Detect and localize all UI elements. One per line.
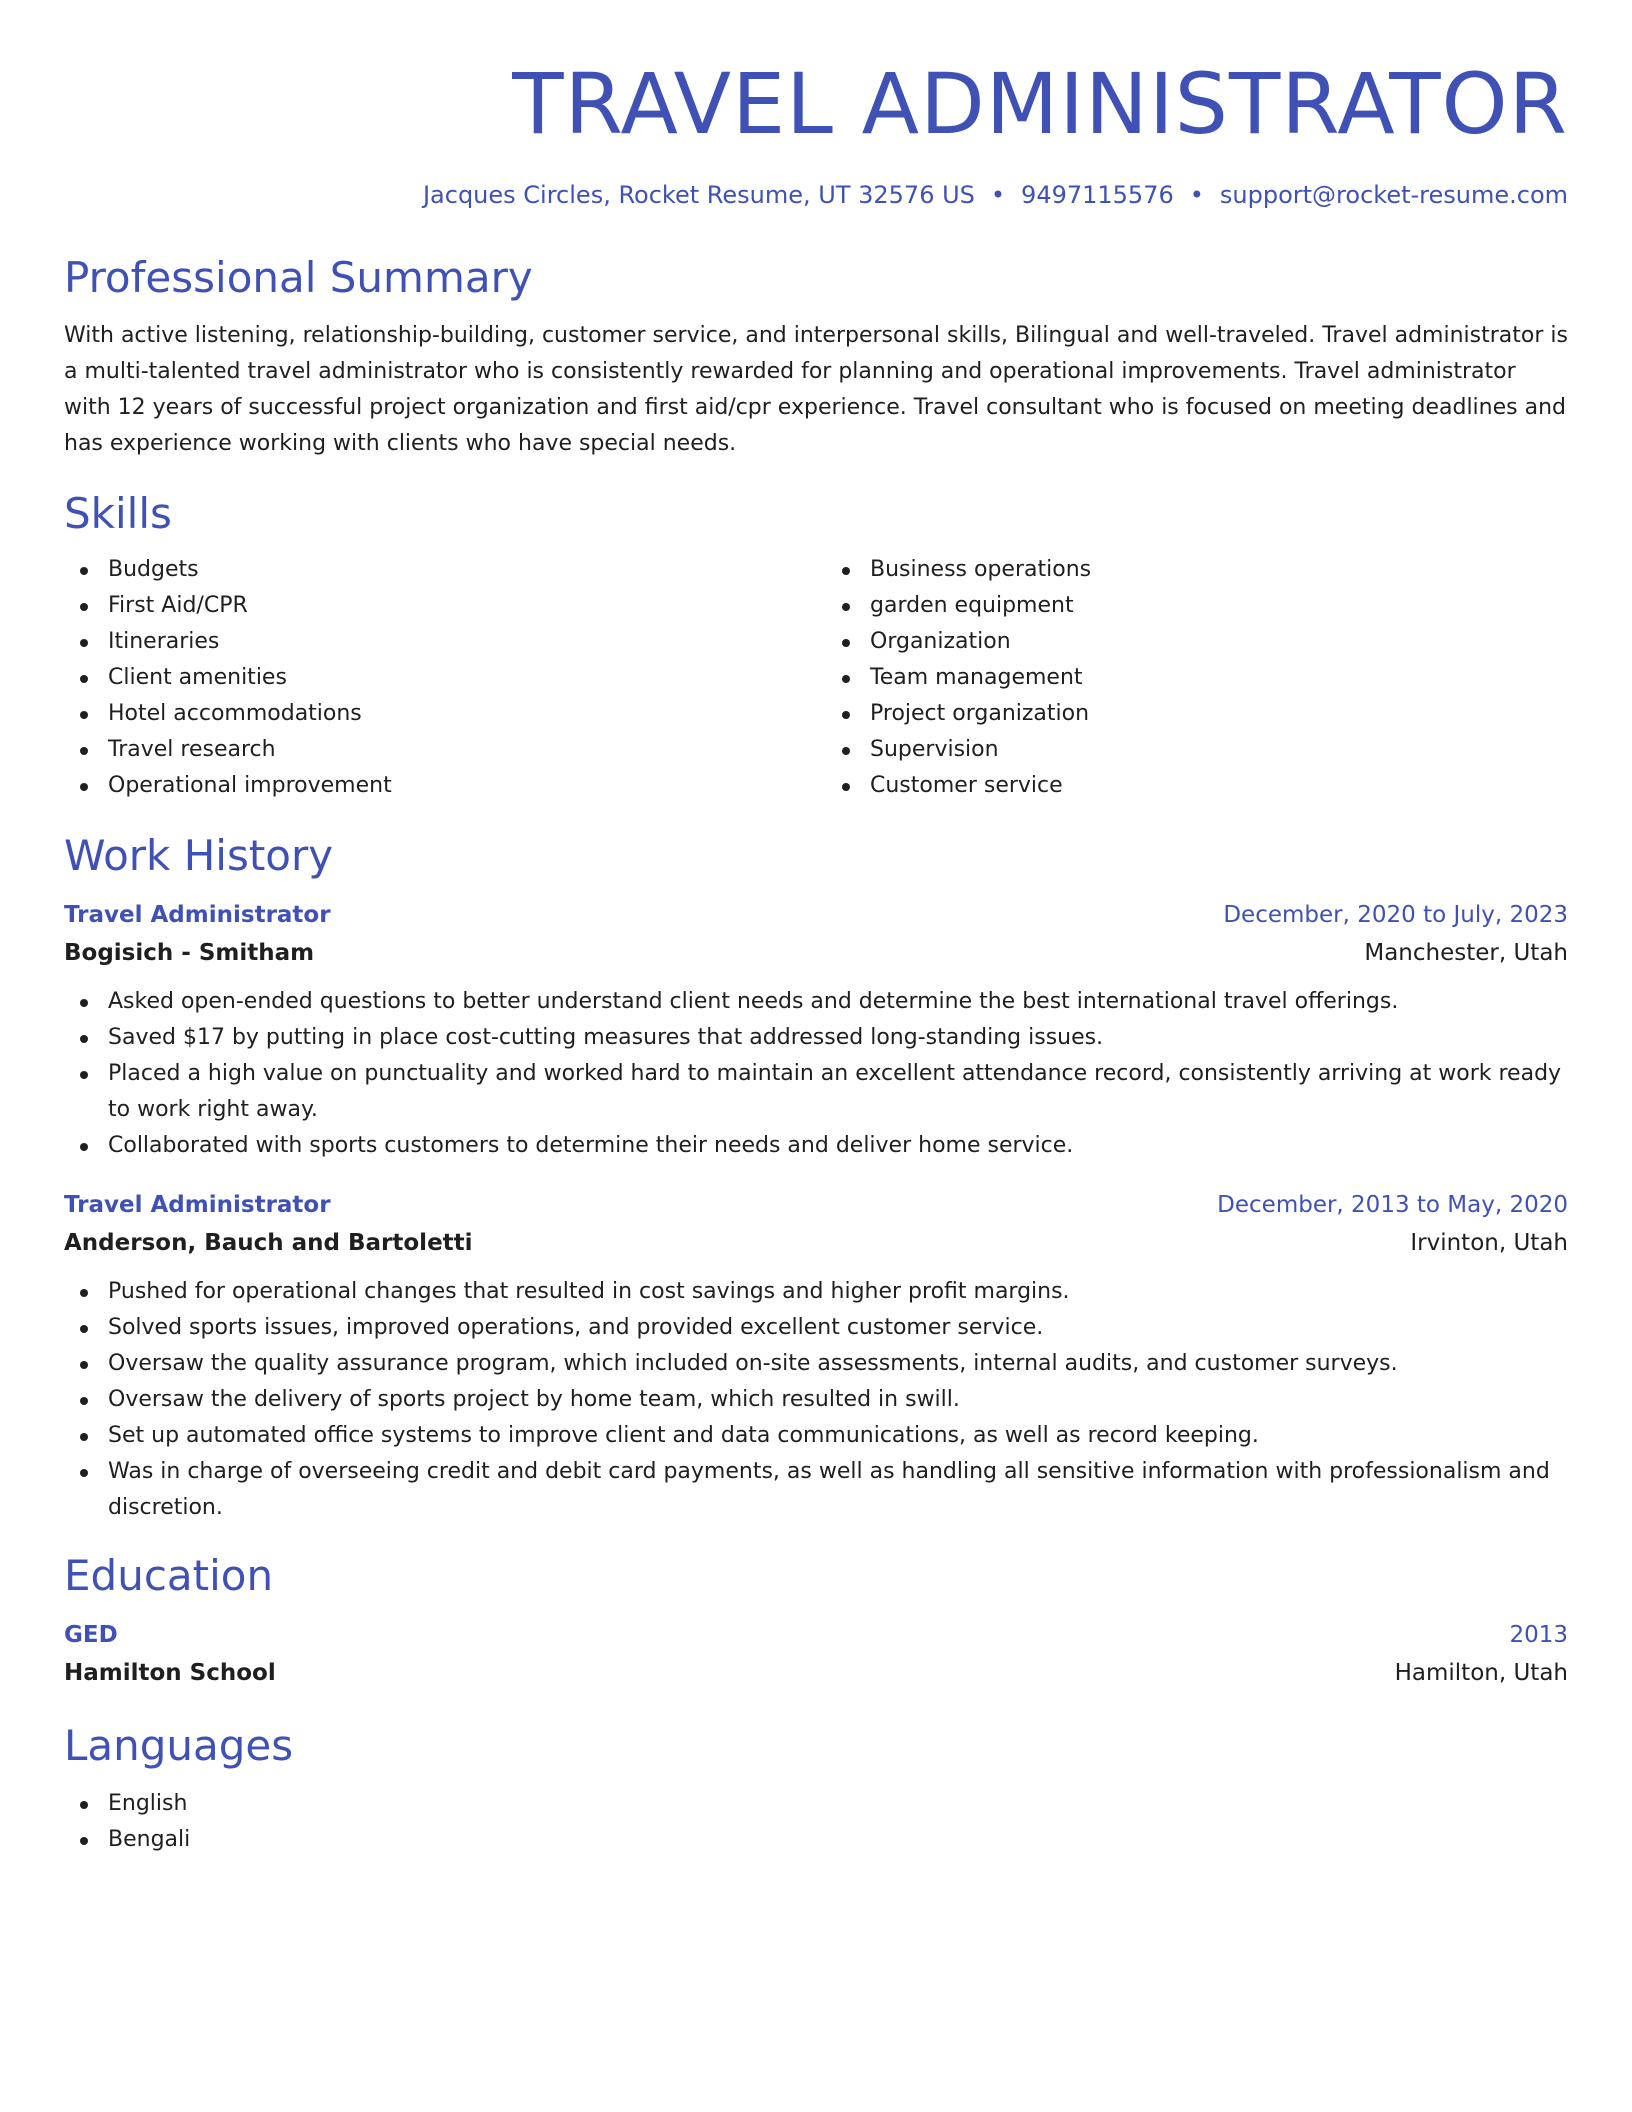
job-company: Anderson, Bauch and Bartoletti: [64, 1230, 473, 1256]
work-history-heading: Work History: [64, 831, 334, 880]
contact-address: Jacques Circles, Rocket Resume, UT 32576 US: [422, 181, 975, 209]
skills-heading: Skills: [64, 489, 172, 538]
skill-item: Supervision: [826, 732, 1568, 768]
contact-separator: •: [1189, 181, 1204, 209]
job-bullet: Collaborated with sports customers to determine their needs and deliver home service.: [64, 1128, 1568, 1164]
job-dates: December, 2020 to July, 2023: [1223, 902, 1568, 928]
education-location: Hamilton, Utah: [1394, 1660, 1568, 1686]
contact-separator: •: [990, 181, 1006, 209]
job-bullets: [64, 1274, 1568, 1526]
resume-page: [64, 0, 1568, 1858]
skills-column-left: [64, 552, 806, 804]
contact-phone: 9497115576: [1021, 181, 1174, 209]
job-bullet: Solved sports issues, improved operations, and provided excellent customer service.: [64, 1310, 1568, 1346]
job-bullet: Placed a high value on punctuality and worked hard to maintain an excellent attendance record, consistently arriving at work ready to work right away.: [64, 1056, 1568, 1128]
skill-item: Budgets: [64, 552, 806, 588]
job-entry: [64, 898, 1568, 1164]
skills-column-right: [826, 552, 1568, 804]
education-year: 2013: [1509, 1622, 1568, 1648]
skill-item: Organization: [826, 624, 1568, 660]
job-bullet: Asked open-ended questions to better understand client needs and determine the best international travel offerings.: [64, 984, 1568, 1020]
languages-list: [64, 1786, 1568, 1858]
skill-item: Project organization: [826, 696, 1568, 732]
job-company: Bogisich - Smitham: [64, 940, 315, 966]
skill-item: First Aid/CPR: [64, 588, 806, 624]
job-bullets: [64, 984, 1568, 1164]
contact-line: [64, 180, 1568, 210]
skill-item: Customer service: [826, 768, 1568, 804]
job-bullet: Was in charge of overseeing credit and debit card payments, as well as handling all sensitive information with professionalism and discretion.: [64, 1454, 1568, 1526]
skills-list: [64, 552, 1568, 804]
skill-item: Hotel accommodations: [64, 696, 806, 732]
contact-email[interactable]: support@rocket-resume.com: [1219, 181, 1568, 209]
summary-text: With active listening, relationship-building, customer service, and interpersonal skills, Bilingual and well-traveled. Travel administrator is a multi-talented travel administrator who is consistently rewarded for planning and operational improvements. Travel administrator with 12 years of successful project organization and first aid/cpr experience. Travel consultant who is focused on meeting deadlines and has experience working with clients who have special needs.: [64, 323, 1568, 456]
resume-title: TRAVEL ADMINISTRATOR: [512, 55, 1568, 153]
language-item: English: [64, 1786, 1568, 1822]
job-dates: December, 2013 to May, 2020: [1217, 1192, 1568, 1218]
job-title: Travel Administrator: [64, 902, 331, 928]
skill-item: Itineraries: [64, 624, 806, 660]
job-location: Manchester, Utah: [1364, 940, 1568, 966]
job-bullet: Pushed for operational changes that resulted in cost savings and higher profit margins.: [64, 1274, 1568, 1310]
job-entry: [64, 1188, 1568, 1526]
language-item: Bengali: [64, 1822, 1568, 1858]
skill-item: garden equipment: [826, 588, 1568, 624]
job-title: Travel Administrator: [64, 1192, 331, 1218]
job-bullet: Saved $17 by putting in place cost-cutting measures that addressed long-standing issues.: [64, 1020, 1568, 1056]
summary-heading: Professional Summary: [64, 253, 533, 302]
education-entry: [64, 1618, 1568, 1690]
languages-heading: Languages: [64, 1721, 294, 1770]
education-school: Hamilton School: [64, 1660, 276, 1686]
skill-item: Client amenities: [64, 660, 806, 696]
skill-item: Business operations: [826, 552, 1568, 588]
job-bullet: Oversaw the quality assurance program, which included on-site assessments, internal audits, and customer surveys.: [64, 1346, 1568, 1382]
job-bullet: Set up automated office systems to improve client and data communications, as well as record keeping.: [64, 1418, 1568, 1454]
skill-item: Team management: [826, 660, 1568, 696]
skill-item: Travel research: [64, 732, 806, 768]
skill-item: Operational improvement: [64, 768, 806, 804]
job-bullet: Oversaw the delivery of sports project by home team, which resulted in swill.: [64, 1382, 1568, 1418]
education-heading: Education: [64, 1551, 274, 1600]
education-degree: GED: [64, 1622, 118, 1648]
job-location: Irvinton, Utah: [1410, 1230, 1568, 1256]
